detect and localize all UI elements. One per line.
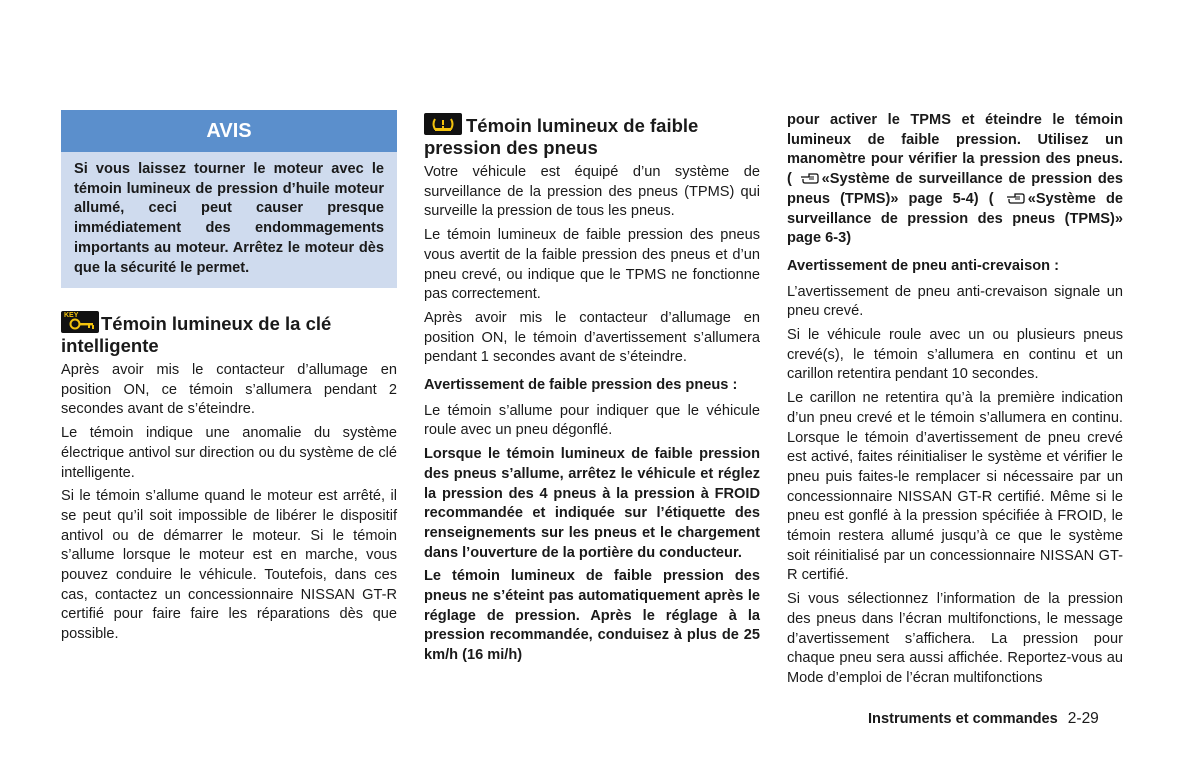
column-2 bbox=[424, 113, 760, 670]
tpms-section-title: Témoin lumineux de faible pression des pneus bbox=[424, 115, 699, 158]
ref-2-open: ( bbox=[988, 190, 994, 207]
tpms-section-heading bbox=[424, 113, 760, 159]
notice-title: AVIS bbox=[61, 110, 397, 152]
tire-pressure-warning-icon bbox=[424, 113, 462, 135]
low-pressure-heading: Avertissement de faible pression des pneus : bbox=[424, 377, 738, 394]
flat-para-1: L’avertissement de pneu anti-crevaison signale un pneu crevé. bbox=[787, 283, 1123, 320]
low-pressure-bold-1: Lorsque le témoin lumineux de faible pression des pneus s’allume, arrêtez le véhicule et réglez la pression des 4 pneus à la pression à FROID recommandée et indiquée sur l’étiquette des renseignements sur les pneus et le chargement dans l’ouverture de la portière du conducteur. bbox=[424, 446, 760, 561]
see-reference-icon bbox=[800, 171, 820, 185]
key-para-2: Le témoin indique une anomalie du système électrique antivol sur direction ou du système de clé intelligente. bbox=[61, 425, 397, 481]
flat-para-4: Si vous sélectionnez l’information de la pression des pneus dans l’écran multifonctions, le message d’avertissement s’affichera. La pression pour chaque pneu sera aussi affichée. Reportez-vous au Mode d’emploi de l’écran multifonctions bbox=[787, 591, 1123, 686]
key-section-title: Témoin lumineux de la clé intelligente bbox=[61, 313, 332, 356]
tpms-para-2: Le témoin lumineux de faible pression des pneus vous avertit de la faible pression des pneus et d’un pneu crevé, ou indique que le TPMS ne fonctionne pas correctement. bbox=[424, 227, 760, 303]
notice-body: Si vous laissez tourner le moteur avec le témoin lumineux de pression d’huile moteur allumé, ceci peut causer presque immédiatement des endommagements importants au moteur. Arrêtez le moteur dès que la sécurité le permet. bbox=[74, 161, 384, 276]
column-1 bbox=[61, 311, 397, 649]
tpms-activation-text bbox=[787, 111, 1123, 249]
low-pressure-text: Le témoin s’allume pour indiquer que le véhicule roule avec un pneu dégonflé. bbox=[424, 402, 760, 439]
page-number: 2-29 bbox=[1067, 710, 1099, 727]
tpms-para-3: Après avoir mis le contacteur d’allumage en position ON, le témoin d’avertissement s’allumera pendant 1 secondes avant de s’éteindre. bbox=[424, 309, 760, 366]
flat-para-3: Le carillon ne retentira qu’à la première indication d’un pneu crevé et le témoin s’allumera en continu. Lorsque le témoin d’avertissement de pneu crevé est activé, faites réinitialiser le système et vérifier le pneu puis faites-le remplacer si nécessaire par un concessionnaire NISSAN GT-R certifié. Même si le pneu est gonflé à la pression spécifiée à FROID, le témoin restera allumé jusqu’à ce que le système soit réinitialisé par un concessionnaire NISSAN GT-R certifié. bbox=[787, 390, 1123, 584]
tpms-activation-lead: pour activer le TPMS et éteindre le témoin lumineux de faible pression. Utilisez un manomètre pour vérifier la pression des pneus. ( bbox=[787, 112, 1123, 188]
key-section-heading bbox=[61, 311, 397, 357]
footer-section-title: Instruments et commandes bbox=[868, 711, 1058, 727]
key-warning-icon: KEY bbox=[61, 311, 99, 333]
notice-box bbox=[61, 110, 397, 288]
key-para-3: Si le témoin s’allume quand le moteur est arrêté, il se peut qu’il soit impossible de libérer le dispositif antivol ou de démarrer le moteur. Si le témoin s’allume lorsque le moteur est en marche, vous pouvez conduire le véhicule. Toutefois, dans ces cas, contactez un concessionnaire NISSAN GT-R certifié pour faire faire les réparations dès que possible. bbox=[61, 488, 397, 643]
low-pressure-bold-2: Le témoin lumineux de faible pression des pneus ne s’éteint pas automatiquement après le réglage de pression. Après le réglage à la pression recommandée, conduisez à plus de 25 km/h (16 mi/h) bbox=[424, 568, 760, 664]
key-para-1: Après avoir mis le contacteur d’allumage en position ON, ce témoin s’allumera pendant 2 secondes avant de s’éteindre. bbox=[61, 362, 397, 418]
column-3 bbox=[787, 111, 1123, 693]
flat-para-2: Si le véhicule roule avec un ou plusieurs pneus crevé(s), le témoin s’allumera en continu et un carillon retentira pendant 10 secondes. bbox=[787, 327, 1123, 383]
reference-link-2[interactable]: «Système de surveillance de pression des pneus (TPMS)» page 6-3) bbox=[787, 190, 1123, 247]
page-footer bbox=[868, 709, 1099, 729]
tpms-para-1: Votre véhicule est équipé d’un système de surveillance de la pression des pneus (TPMS) qui surveille la pression de tous les pneus. bbox=[424, 164, 760, 220]
see-reference-icon bbox=[1006, 191, 1026, 205]
flat-tire-heading: Avertissement de pneu anti-crevaison : bbox=[787, 257, 1059, 274]
reference-link-1[interactable]: «Système de surveillance de pression des pneus (TPMS)» page 5-4) bbox=[787, 171, 1123, 207]
